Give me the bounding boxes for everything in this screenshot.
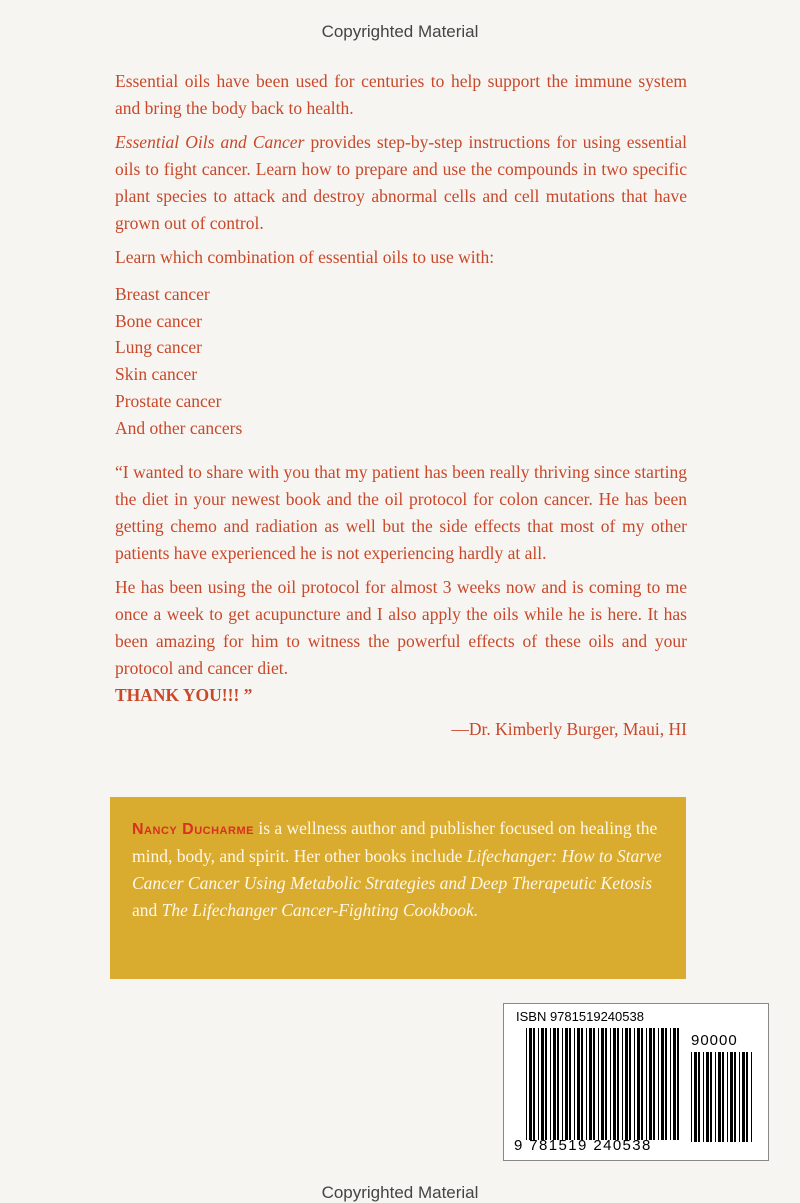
testimonial-text-2: He has been using the oil protocol for almost 3 weeks now and is coming to me once a week to get acupuncture and I also apply the oils while he is here. It has been amazing for him to witness the powerful effects of these oils and your protocol and cancer diet. — [115, 577, 687, 678]
price-barcode-bars — [691, 1052, 755, 1142]
barcode-bar — [641, 1028, 643, 1140]
barcode-digits: 9 781519 240538 — [514, 1137, 652, 1154]
description-paragraph — [115, 129, 687, 237]
description-text: provides step-by-step instructions for using essential oils to fight cancer. Learn how to prepare and use the compounds in two specific plant species to attack and destroy abnormal cells and cell mutations that have grown out of control. — [115, 132, 687, 233]
barcode-bar — [661, 1028, 664, 1140]
author-bio — [132, 815, 662, 924]
barcode-bar — [593, 1028, 595, 1140]
barcode-bar — [751, 1052, 752, 1142]
barcode-bar — [541, 1028, 544, 1140]
barcode-bar — [677, 1028, 679, 1140]
list-item: Lung cancer — [115, 337, 202, 358]
price-code: 90000 — [691, 1032, 738, 1049]
barcode-bar — [715, 1052, 716, 1142]
barcode-bar — [565, 1028, 568, 1140]
barcode-bar — [529, 1028, 532, 1140]
barcode-bar — [586, 1028, 587, 1140]
barcode-bar — [562, 1028, 563, 1140]
testimonial-paragraph-2 — [115, 574, 687, 709]
barcode-bar — [601, 1028, 604, 1140]
author-bio-text: is a wellness author and publisher focused on healing the mind, body, and spirit. Her other books include — [132, 818, 658, 866]
barcode-bar — [722, 1052, 724, 1142]
barcode-bar — [577, 1028, 580, 1140]
author-name: Nancy Ducharme — [132, 821, 254, 838]
list-item: Prostate cancer — [115, 390, 222, 411]
isbn-barcode — [503, 1003, 769, 1161]
barcode-bar — [646, 1028, 647, 1140]
barcode-bar — [658, 1028, 659, 1140]
barcode-bar — [746, 1052, 748, 1142]
list-item: And other cancers — [115, 417, 243, 438]
barcode-bar — [610, 1028, 611, 1140]
barcode-bar — [550, 1028, 551, 1140]
barcode-bar — [698, 1052, 700, 1142]
barcode-bar — [670, 1028, 671, 1140]
barcode-bar — [629, 1028, 631, 1140]
barcode-bar — [703, 1052, 704, 1142]
barcode-bar — [526, 1028, 527, 1140]
other-book-1: Lifechanger: How to Starve Cancer Cancer Using Metabolic Strategies and Deep Therapeutic Ketosis — [132, 846, 662, 893]
barcode-bar — [673, 1028, 676, 1140]
list-intro: Learn which combination of essential oils to use with: — [115, 247, 495, 267]
barcode-bar — [574, 1028, 575, 1140]
copyright-watermark-bottom: Copyrighted Material — [321, 1183, 479, 1202]
testimonial-attribution: —Dr. Kimberly Burger, Maui, HI — [451, 719, 687, 739]
other-book-2: The Lifechanger Cancer-Fighting Cookbook. — [161, 900, 479, 920]
book-title: Essential Oils and Cancer — [115, 132, 305, 152]
barcode-bar — [538, 1028, 539, 1140]
testimonial — [115, 459, 687, 743]
barcode-bar — [622, 1028, 623, 1140]
copyright-watermark-top: Copyrighted Material — [321, 22, 479, 41]
barcode-bar — [739, 1052, 740, 1142]
barcode-bar — [637, 1028, 640, 1140]
barcode-bar — [617, 1028, 619, 1140]
cancer-list — [115, 281, 687, 441]
barcode-bar — [734, 1052, 736, 1142]
list-item: Skin cancer — [115, 364, 198, 385]
barcode-bar — [557, 1028, 559, 1140]
barcode-bar — [691, 1052, 692, 1142]
barcode-bar — [730, 1052, 733, 1142]
barcode-bar — [589, 1028, 592, 1140]
barcode-bar — [533, 1028, 535, 1140]
list-item: Bone cancer — [115, 310, 202, 331]
list-item: Breast cancer — [115, 284, 210, 304]
barcode-bar — [598, 1028, 599, 1140]
barcode-bar — [718, 1052, 721, 1142]
intro-paragraph: Essential oils have been used for centuries to help support the immune system and bring the body back to health. — [115, 71, 687, 118]
testimonial-paragraph-1: “I wanted to share with you that my patient has been really thriving since starting the diet in your newest book and the oil protocol for colon cancer. He has been getting chemo and radiation as well but the side effects that most of my other patients have experienced he is not experiencing hardly at all. — [115, 462, 687, 563]
barcode-bar — [710, 1052, 712, 1142]
ean-barcode-bars — [526, 1028, 682, 1140]
barcode-bar — [581, 1028, 583, 1140]
author-bio-conj: and — [132, 900, 162, 920]
barcode-bar — [613, 1028, 616, 1140]
back-cover-text — [115, 68, 687, 441]
isbn-label: ISBN 9781519240538 — [516, 1009, 644, 1024]
author-bio-box — [110, 797, 686, 979]
barcode-bar — [706, 1052, 709, 1142]
barcode-bar — [649, 1028, 652, 1140]
barcode-bar — [545, 1028, 547, 1140]
barcode-bar — [653, 1028, 655, 1140]
barcode-bar — [665, 1028, 667, 1140]
barcode-bar — [625, 1028, 628, 1140]
barcode-bar — [694, 1052, 697, 1142]
barcode-bar — [605, 1028, 607, 1140]
barcode-bar — [569, 1028, 571, 1140]
barcode-bar — [634, 1028, 635, 1140]
barcode-bar — [742, 1052, 745, 1142]
barcode-bar — [727, 1052, 728, 1142]
testimonial-thanks: THANK YOU!!! ” — [115, 685, 253, 705]
barcode-bar — [553, 1028, 556, 1140]
